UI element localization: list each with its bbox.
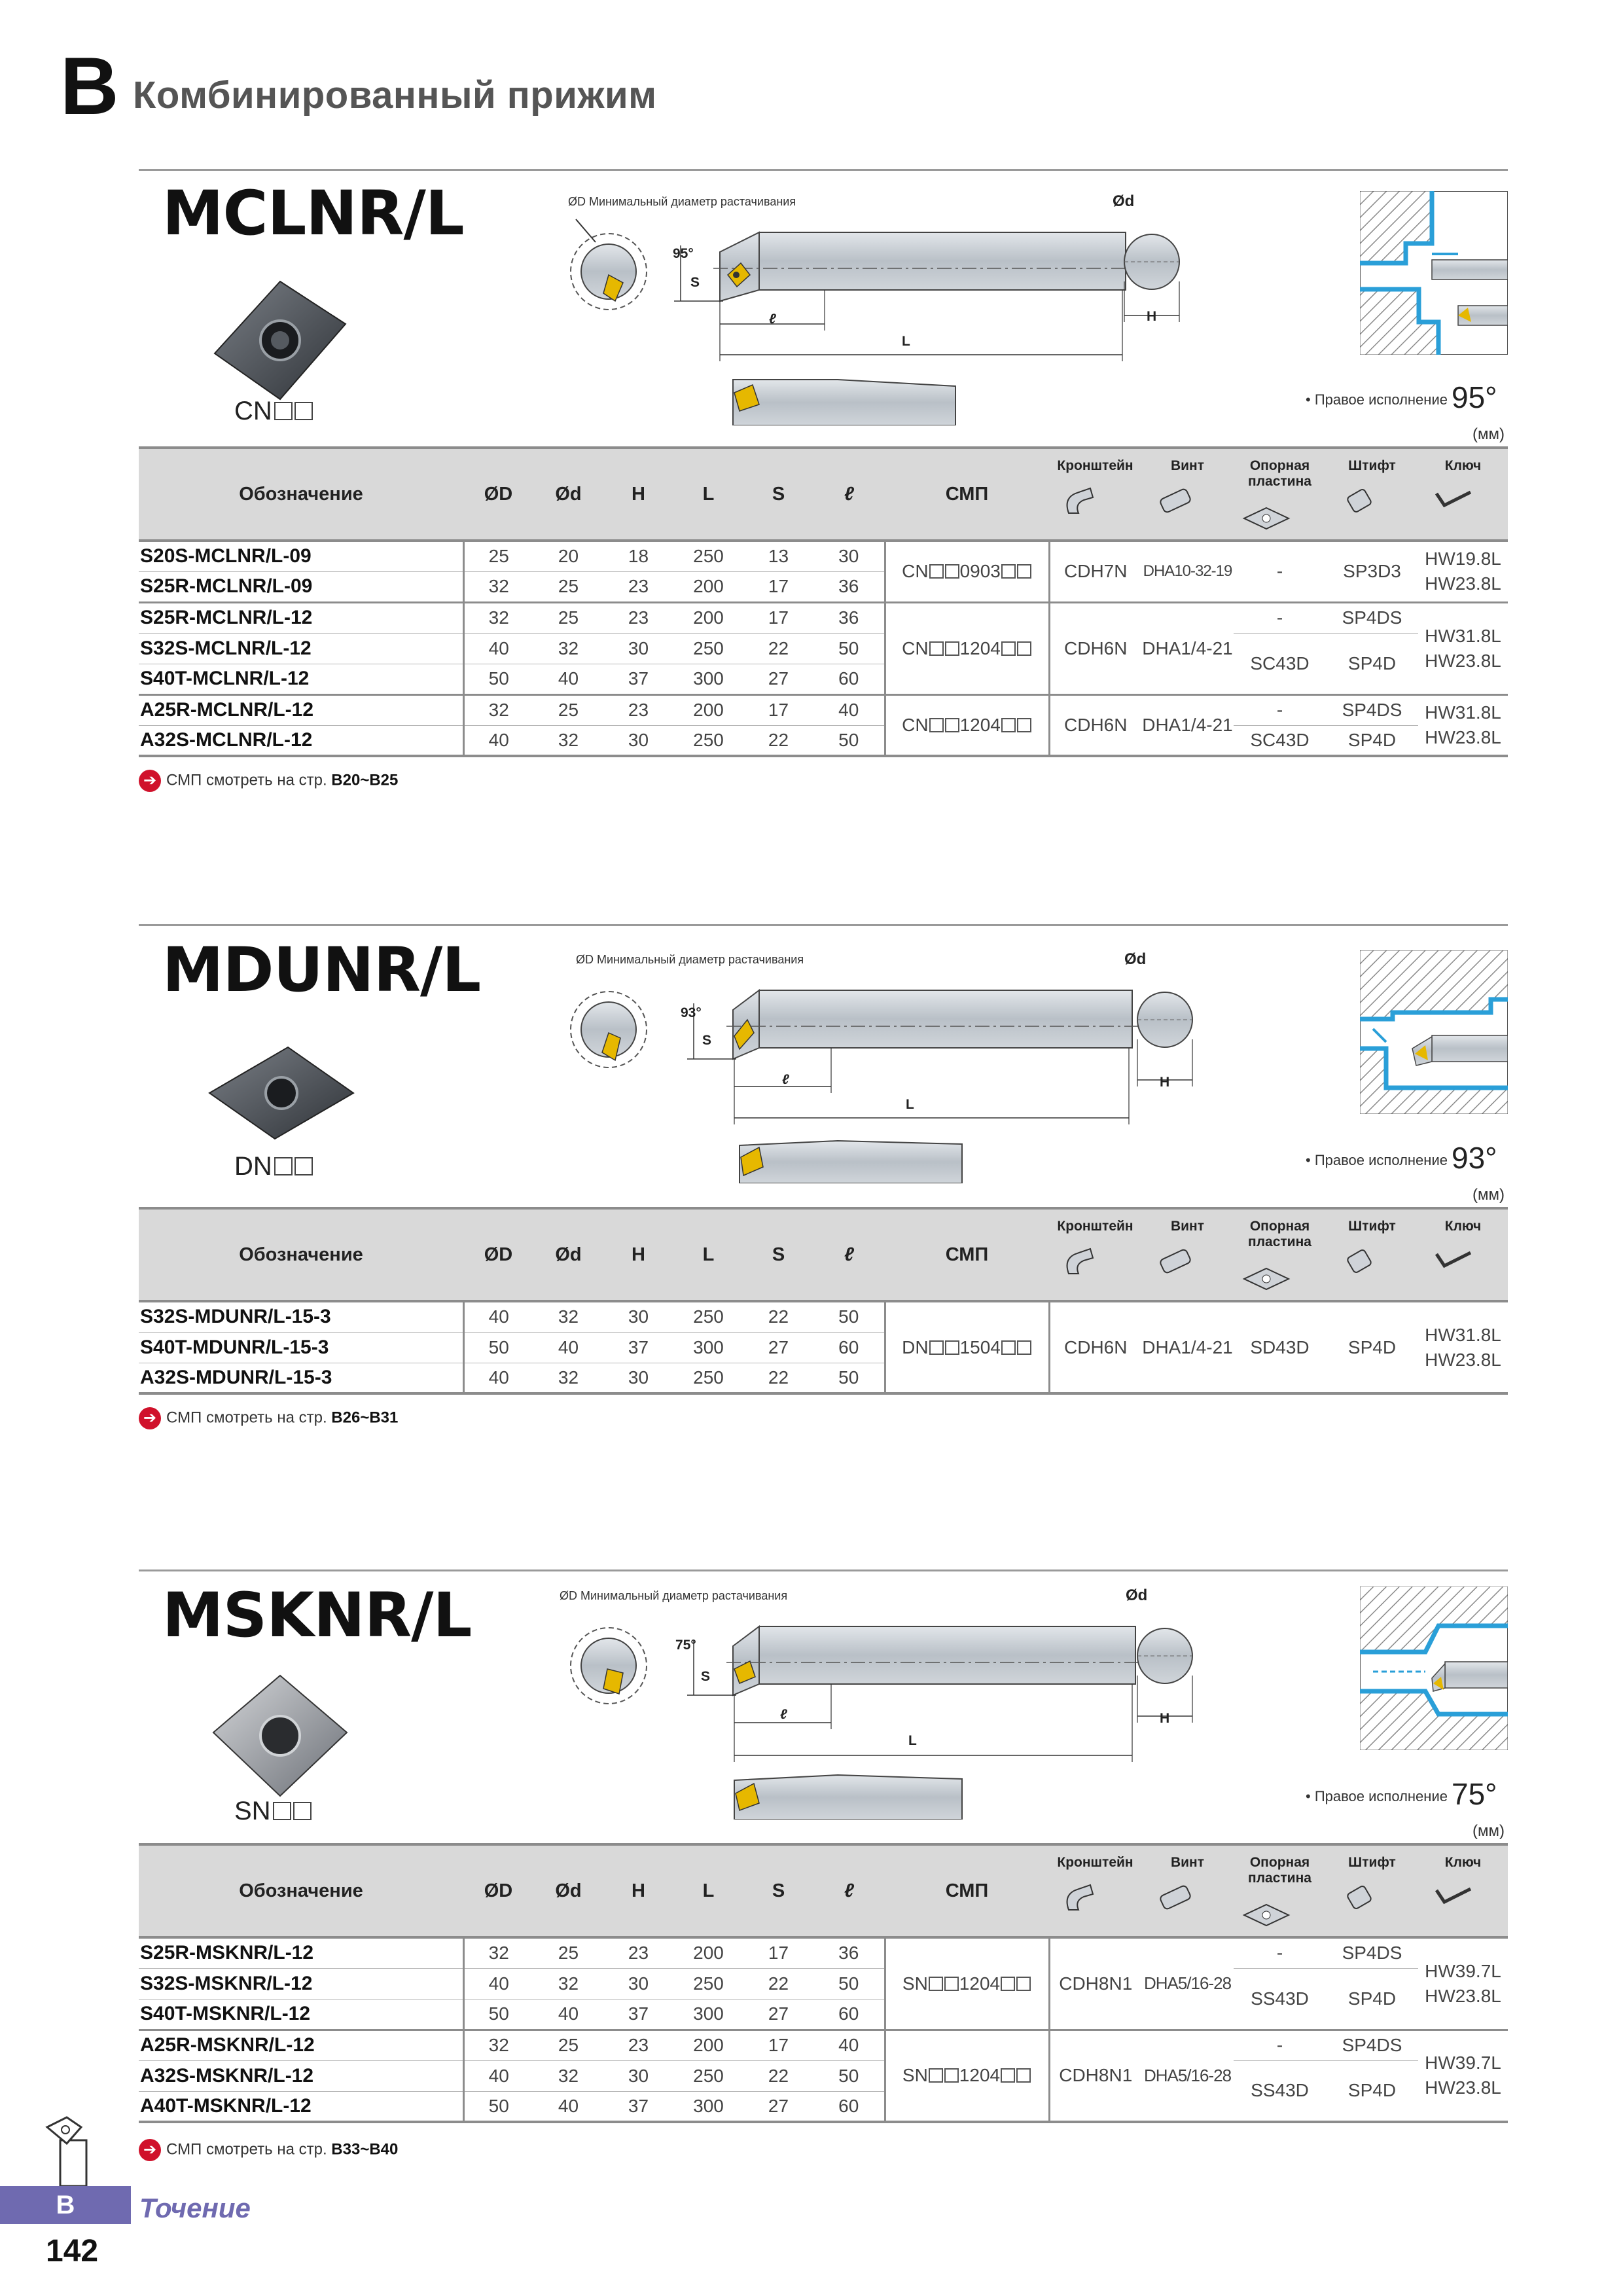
section-divider [139, 1570, 1508, 1571]
shim-icon [1234, 1250, 1299, 1299]
min-boring-diameter-label: ØD Минимальный диаметр растачивания [560, 1589, 788, 1602]
hex-key-icon [1418, 474, 1484, 522]
boring-bar-drawing [563, 209, 1322, 425]
approach-angle: 93° [1452, 1141, 1497, 1175]
col-l: L [673, 448, 743, 541]
spec-table-msknr: Обозначение ØD Ød H L S ℓ СМП Кронштейн Винт Опорная пластина Штифт Ключ S25R-MSKNR/L-12 32 25 23 200 17 36 SN 1204 CDH8N1 DHA5/16-28 - SP4DS HW39.7L HW23.8L S32S-MSKNR/L-12 40 32 30 250 22 50 SS43D SP4D S40T-MSKNR/L-12 50 40 37 300 27 60 A25R-MSKNR/L-12 32 25 23 200 17 40 SN 1204 CDH8N1 DHA5/16-28 - SP4DS HW39.7L HW23.8L A32S-MSKNR/L-12 40 32 30 250 22 50 SS43D SP4D A40T-MSKNR/L-12 50 40 37 300 27 60 [139, 1843, 1508, 2123]
section-title: MDUNR/L [162, 935, 481, 1006]
arrow-right-icon: ➔ [139, 2139, 161, 2161]
bracket-icon [1049, 1871, 1115, 1919]
col-od: ØD [463, 1844, 533, 1937]
col-insert: СМП [885, 448, 1049, 541]
table-row-designation: S40T-MSKNR/L-12 [139, 1999, 463, 2030]
col-bracket: Кронштейн [1049, 1844, 1141, 1937]
dimension-ell: ℓ [780, 1707, 787, 1722]
shim-icon [1234, 1886, 1299, 1935]
insert-code: CN 1204 [885, 602, 1049, 694]
angle-marker: 75° [675, 1638, 696, 1653]
table-row-designation: A32S-MDUNR/L-15-3 [139, 1363, 463, 1393]
screw-icon [1141, 1234, 1207, 1283]
table-row-designation: A25R-MCLNR/L-12 [139, 694, 463, 725]
chapter-tab[interactable]: B [0, 2186, 131, 2224]
section-title: MSKNR/L [162, 1580, 472, 1651]
unit-label: (мм) [1472, 1822, 1505, 1840]
col-h: H [603, 1208, 673, 1301]
col-l: L [673, 1208, 743, 1301]
spec-table-mclnr: Обозначение ØD Ød H L S ℓ СМП Кронштейн Винт Опорная пластина Штифт Ключ S20S-MCLNR/L-09 25 20 18 250 13 30 CN 0903 CDH7N DHA10-32-19 - SP3D3 HW19.8L HW23.8L S25R-MCLNR/L-09 32 25 23 200 17 36 S25R-MCLNR/L-12 32 25 23 200 17 36 CN 1204 CDH6N DHA1/4-21 - SP4DS HW31.8L HW23.8L S32S-MCLNR/L-12 40 32 30 250 22 50 SC43D SP4D S40T-MCLNR/L-12 50 40 37 300 27 60 A25R-MCLNR/L-12 32 25 23 200 17 40 CN 1204 CDH6N DHA1/4-21 - SP4DS HW31.8L HW23.8L A32S-MCLNR/L-12 40 32 30 250 22 50 SC43D SP4D [139, 446, 1508, 757]
hand-note: • Правое исполнение [1306, 1152, 1448, 1168]
dimension-length: L [902, 334, 910, 349]
col-insert: СМП [885, 1844, 1049, 1937]
col-key: Ключ [1418, 448, 1508, 541]
col-shim: Опорная пластина [1234, 1844, 1326, 1937]
sn-insert-image [208, 1670, 352, 1801]
table-row-designation: A25R-MSKNR/L-12 [139, 2030, 463, 2060]
table-row-designation: S32S-MDUNR/L-15-3 [139, 1301, 463, 1332]
col-s: S [743, 1208, 813, 1301]
col-l: L [673, 1844, 743, 1937]
insert-type-label: SN [234, 1797, 312, 1826]
section-title: MCLNR/L [162, 178, 464, 249]
turning-tool-icon [41, 2114, 119, 2186]
hand-note: • Правое исполнение [1306, 1788, 1448, 1804]
boring-application-diagram [1360, 950, 1508, 1114]
screw-icon [1141, 474, 1207, 522]
col-key: Ключ [1418, 1208, 1508, 1301]
arrow-right-icon: ➔ [139, 1407, 161, 1429]
page-section-letter: B [60, 41, 119, 132]
col-bracket: Кронштейн [1049, 1208, 1141, 1301]
pin-icon [1326, 1234, 1391, 1283]
hand-note: • Правое исполнение [1306, 391, 1448, 408]
approach-angle: 95° [1452, 380, 1497, 414]
col-d: Ød [533, 1208, 603, 1301]
screw-icon [1141, 1871, 1207, 1919]
table-row-designation: S25R-MCLNR/L-12 [139, 602, 463, 633]
arrow-right-icon: ➔ [139, 770, 161, 792]
dimension-s: S [702, 1033, 712, 1048]
col-shim: Опорная пластина [1234, 448, 1326, 541]
boring-bar-drawing [563, 1604, 1322, 1820]
dimension-height: H [1147, 309, 1157, 324]
col-pin: Штифт [1326, 1208, 1418, 1301]
dimension-s: S [701, 1669, 711, 1684]
dimension-ell: ℓ [782, 1072, 789, 1087]
hex-key-icon [1418, 1871, 1484, 1919]
col-od: ØD [463, 448, 533, 541]
dimension-height: H [1160, 1075, 1170, 1090]
table-row-designation: A32S-MSKNR/L-12 [139, 2060, 463, 2091]
col-s: S [743, 448, 813, 541]
col-ell: ℓ [813, 448, 885, 541]
table-row-designation: A40T-MSKNR/L-12 [139, 2091, 463, 2122]
col-shim: Опорная пластина [1234, 1208, 1326, 1301]
shank-diameter-label: Ød [1126, 1587, 1148, 1604]
bracket-icon [1049, 1234, 1115, 1283]
approach-angle: 75° [1452, 1777, 1497, 1811]
section-divider [139, 924, 1508, 926]
boring-application-diagram [1360, 191, 1508, 355]
dimension-s: S [690, 275, 700, 290]
col-designation: Обозначение [139, 448, 463, 541]
cn-insert-image [208, 275, 352, 406]
insert-code: SN 1204 [885, 1937, 1049, 2030]
col-designation: Обозначение [139, 1208, 463, 1301]
boring-bar-drawing [563, 967, 1322, 1183]
shim-icon [1234, 490, 1299, 538]
col-d: Ød [533, 1844, 603, 1937]
insert-reference[interactable]: ➔ СМП смотреть на стр. B33~B40 [139, 2139, 398, 2161]
col-bracket: Кронштейн [1049, 448, 1141, 541]
min-boring-diameter-label: ØD Минимальный диаметр растачивания [568, 195, 796, 208]
col-h: H [603, 448, 673, 541]
chapter-name: Точение [139, 2193, 251, 2223]
col-screw: Винт [1141, 1208, 1234, 1301]
bracket-icon [1049, 474, 1115, 522]
dimension-ell: ℓ [769, 312, 776, 327]
spec-table-mdunr: Обозначение ØD Ød H L S ℓ СМП Кронштейн Винт Опорная пластина Штифт Ключ S32S-MDUNR/L-15-3 40 32 30 250 22 50 DN 1504 CDH6N DHA1/4-21 SD43D SP4D HW31.8L HW23.8L S40T-MDUNR/L-15-3 50 40 37 300 27 60 A32S-MDUNR/L-15-3 40 32 30 250 22 50 [139, 1207, 1508, 1395]
hex-key-icon [1418, 1234, 1484, 1283]
angle-marker: 95° [673, 246, 694, 261]
col-ell: ℓ [813, 1844, 885, 1937]
angle-marker: 93° [681, 1005, 702, 1020]
table-row-designation: S40T-MCLNR/L-12 [139, 664, 463, 694]
table-row-designation: A32S-MCLNR/L-12 [139, 725, 463, 756]
min-boring-diameter-label: ØD Минимальный диаметр растачивания [576, 953, 804, 966]
col-insert: СМП [885, 1208, 1049, 1301]
table-row-designation: S32S-MCLNR/L-12 [139, 633, 463, 664]
unit-label: (мм) [1472, 1186, 1505, 1204]
pin-icon [1326, 474, 1391, 522]
shank-diameter-label: Ød [1124, 950, 1147, 968]
dimension-height: H [1160, 1711, 1170, 1726]
dn-insert-image [196, 1041, 366, 1145]
table-row-designation: S25R-MCLNR/L-09 [139, 571, 463, 602]
insert-code: CN 0903 [885, 541, 1049, 602]
col-pin: Штифт [1326, 448, 1418, 541]
unit-label: (мм) [1472, 425, 1505, 443]
table-row-designation: S32S-MSKNR/L-12 [139, 1968, 463, 1999]
col-designation: Обозначение [139, 1844, 463, 1937]
dimension-length: L [906, 1097, 914, 1112]
col-od: ØD [463, 1208, 533, 1301]
col-pin: Штифт [1326, 1844, 1418, 1937]
table-row-designation: S25R-MSKNR/L-12 [139, 1937, 463, 1968]
col-h: H [603, 1844, 673, 1937]
page-number: 142 [46, 2234, 99, 2269]
boring-application-diagram [1360, 1587, 1508, 1750]
insert-code: DN 1504 [885, 1301, 1049, 1393]
insert-type-label: DN [234, 1152, 313, 1181]
page-title: Комбинированный прижим [133, 74, 657, 117]
table-row-designation: S40T-MDUNR/L-15-3 [139, 1332, 463, 1363]
section-divider [139, 169, 1508, 171]
insert-reference[interactable]: ➔ СМП смотреть на стр. B26~B31 [139, 1407, 398, 1429]
table-row-designation: S20S-MCLNR/L-09 [139, 541, 463, 571]
col-ell: ℓ [813, 1208, 885, 1301]
insert-type-label: CN [234, 397, 313, 426]
col-d: Ød [533, 448, 603, 541]
dimension-length: L [908, 1733, 917, 1748]
shank-diameter-label: Ød [1113, 192, 1135, 210]
insert-reference[interactable]: ➔ СМП смотреть на стр. B20~B25 [139, 770, 398, 792]
col-key: Ключ [1418, 1844, 1508, 1937]
col-screw: Винт [1141, 448, 1234, 541]
pin-icon [1326, 1871, 1391, 1919]
insert-code: SN 1204 [885, 2030, 1049, 2122]
col-s: S [743, 1844, 813, 1937]
col-screw: Винт [1141, 1844, 1234, 1937]
insert-code: CN 1204 [885, 694, 1049, 756]
